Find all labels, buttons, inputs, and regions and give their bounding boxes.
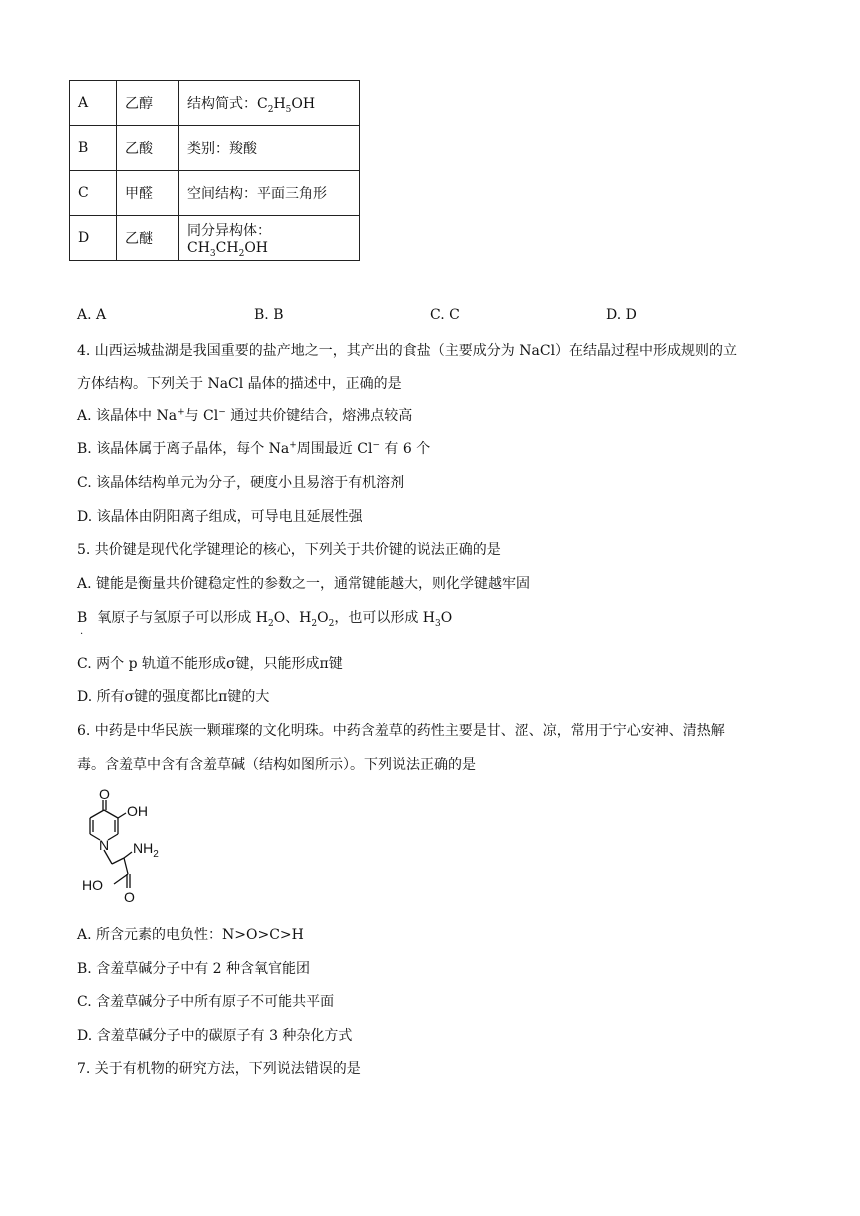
q7-stem: 7. 关于有机物的研究方法，下列说法错误的是: [77, 1061, 361, 1077]
table-cell-desc: 同分异构体：$CH_3CH_2OH$: [179, 216, 360, 261]
q6-option-a[interactable]: A. 所含元素的电负性：N>O>C>H: [77, 927, 304, 943]
mol-label-ho: HO: [82, 877, 103, 893]
q4-option-a[interactable]: A. 该晶体中 Na+与 Cl− 通过共价键结合，熔沸点较高: [77, 407, 413, 424]
q4-stem-line2: 方体结构。下列关于 NaCl 晶体的描述中，正确的是: [77, 376, 402, 392]
table-row: [70, 126, 360, 171]
q3-option-b[interactable]: B. B: [254, 307, 284, 323]
table-cell-letter: C: [70, 171, 117, 216]
q4-option-b[interactable]: B. 该晶体属于离子晶体，每个 Na+周围最近 Cl− 有 6 个: [77, 440, 431, 457]
table-cell-name: 乙醚: [117, 216, 179, 261]
q3-option-a[interactable]: A. A: [77, 307, 107, 323]
table-cell-desc: 结构简式：$C_2H_5OH$: [179, 81, 360, 126]
table-cell-letter: B: [70, 126, 117, 171]
q4-option-c[interactable]: C. 该晶体结构单元为分子，硬度小且易溶于有机溶剂: [77, 475, 405, 491]
q5-option-c[interactable]: C. 两个 p 轨道不能形成σ键，只能形成π键: [77, 656, 343, 672]
mol-label-n: N: [99, 837, 110, 853]
table-cell-letter: D: [70, 216, 117, 261]
mol-label-o2: O: [124, 889, 135, 905]
q6-stem-line2: 毒。含羞草中含有含羞草碱（结构如图所示）。下列说法正确的是: [77, 757, 476, 773]
option-table: [69, 80, 360, 261]
table-cell-name: 乙酸: [117, 126, 179, 171]
table-cell-letter: A: [70, 81, 117, 126]
table-cell-desc: 空间结构：平面三角形: [179, 171, 360, 216]
mol-label-o: O: [99, 786, 110, 802]
q6-stem-line1: 6. 中药是中华民族一颗璀璨的文化明珠。中药含羞草的药性主要是甘、涩、凉，常用于宁心安神、清热解: [77, 723, 725, 739]
q5-stem: 5. 共价键是现代化学键理论的核心，下列关于共价键的说法正确的是: [77, 542, 501, 558]
mimosine-structure-diagram: [76, 786, 196, 914]
table-cell-name: 甲醛: [117, 171, 179, 216]
q5-option-a[interactable]: A. 键能是衡量共价键稳定性的参数之一，通常键能越大，则化学键越牢固: [77, 576, 531, 592]
q6-option-b[interactable]: B. 含羞草碱分子中有 2 种含氧官能团: [77, 961, 310, 977]
table-row: [70, 81, 360, 126]
q3-option-c[interactable]: C. C: [430, 307, 460, 323]
q6-option-d[interactable]: D. 含羞草碱分子中的碳原子有 3 种杂化方式: [77, 1028, 353, 1044]
q4-option-d[interactable]: D. 该晶体由阴阳离子组成，可导电且延展性强: [77, 509, 363, 525]
q5-option-d[interactable]: D. 所有σ键的强度都比π键的大: [77, 689, 270, 705]
table-cell-desc: 类别：羧酸: [179, 126, 360, 171]
table-row: [70, 171, 360, 216]
mol-label-oh: OH: [127, 803, 148, 819]
table-row: [70, 216, 360, 261]
q6-option-c[interactable]: C. 含羞草碱分子中所有原子不可能共平面: [77, 994, 335, 1010]
q3-option-d[interactable]: D. D: [606, 307, 637, 323]
mol-label-nh2: $NH_2$: [133, 840, 159, 860]
q5-option-b[interactable]: B . 氧原子与氢原子可以形成 $H_2O$、$H_2O_2$，也可以形成 $H_3O$: [77, 610, 453, 637]
table-cell-name: 乙醇: [117, 81, 179, 126]
q4-stem-line1: 4. 山西运城盐湖是我国重要的盐产地之一，其产出的食盐（主要成分为 NaCl）在结晶过程中形成规则的立: [77, 343, 738, 359]
